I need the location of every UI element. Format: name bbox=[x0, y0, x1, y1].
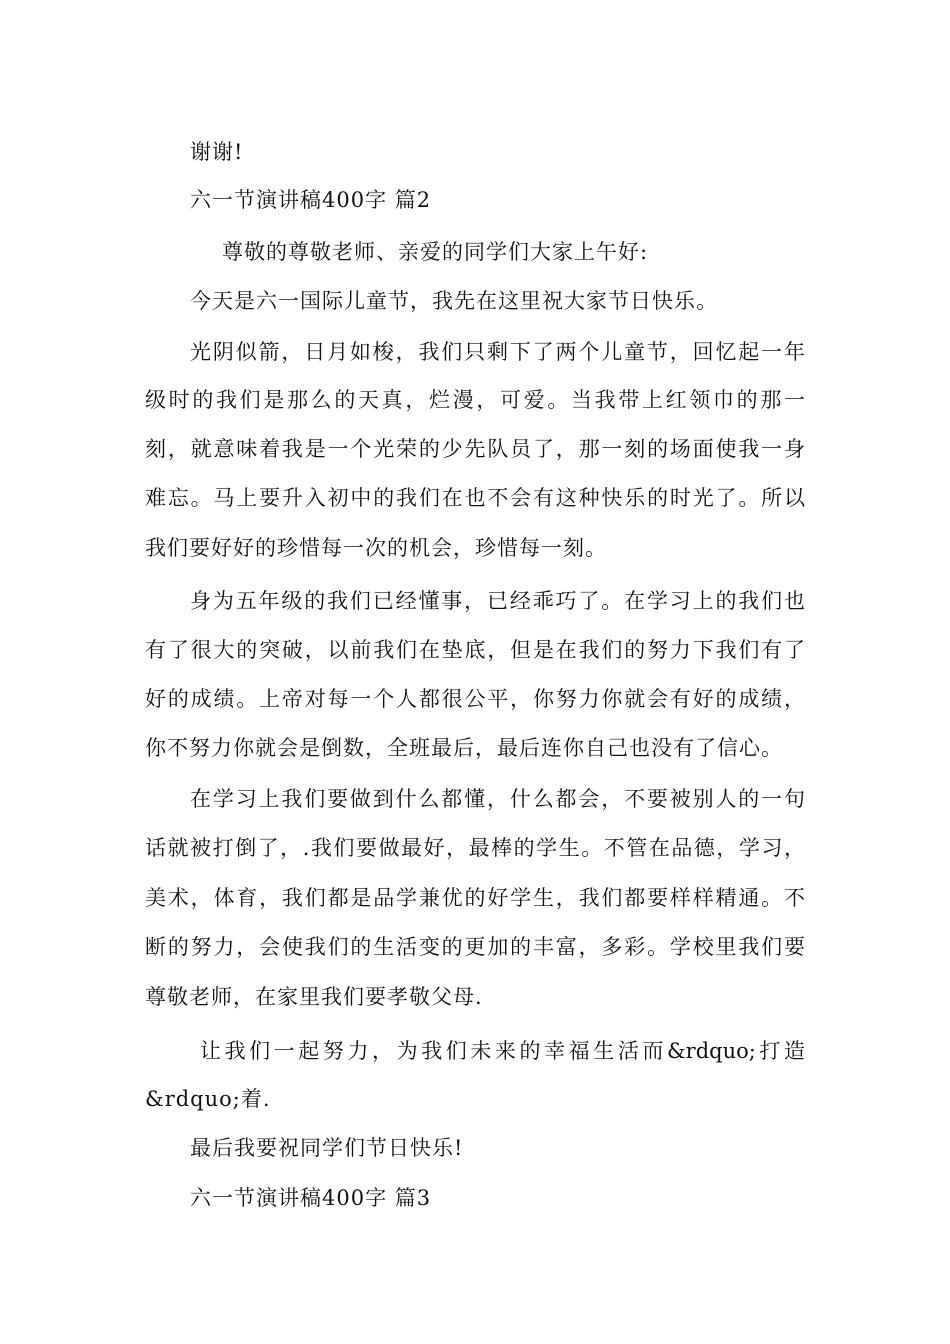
paragraph-line: 有了很大的突破，以前我们在垫底，但是在我们的努力下我们有了 bbox=[145, 638, 805, 662]
paragraph-line: 光阴似箭，日月如梭，我们只剩下了两个儿童节，回忆起一年 bbox=[190, 340, 805, 364]
paragraph-line: 话就被打倒了，.我们要做最好，最棒的学生。不管在品德，学习， bbox=[145, 836, 805, 860]
section-heading-2: 六一节演讲稿400字 篇2 bbox=[190, 188, 432, 212]
paragraph-line: 好的成绩。上帝对每一个人都很公平，你努力你就会有好的成绩， bbox=[145, 687, 805, 711]
paragraph-line: 在学习上我们要做到什么都懂，什么都会，不要被别人的一句 bbox=[190, 787, 805, 811]
paragraph-line: 身为五年级的我们已经懂事，已经乖巧了。在学习上的我们也 bbox=[190, 589, 805, 613]
paragraph-line: 让我们一起努力，为我们未来的幸福生活而&rdquo;打造 bbox=[200, 1039, 805, 1063]
paragraph-line: 刻，就意味着我是一个光荣的少先队员了，那一刻的场面使我一身 bbox=[145, 437, 805, 461]
paragraph-line: 你不努力你就会是倒数，全班最后，最后连你自己也没有了信心。 bbox=[145, 736, 783, 760]
paragraph-line: 美术，体育，我们都是品学兼优的好学生，我们都要样样精通。不 bbox=[145, 886, 805, 910]
paragraph-line: 级时的我们是那么的天真，烂漫，可爱。当我带上红领巾的那一 bbox=[145, 388, 805, 412]
greeting-line: 尊敬的尊敬老师、亲爱的同学们大家上午好: bbox=[222, 240, 649, 264]
paragraph-line: 我们要好好的珍惜每一次的机会，珍惜每一刻。 bbox=[145, 536, 607, 560]
paragraph-line: 今天是六一国际儿童节，我先在这里祝大家节日快乐。 bbox=[190, 289, 718, 313]
paragraph-line: &rdquo;着. bbox=[145, 1087, 271, 1111]
section-heading-3: 六一节演讲稿400字 篇3 bbox=[190, 1186, 432, 1210]
closing-thanks: 谢谢! bbox=[190, 140, 244, 164]
paragraph-line: 难忘。马上要升入初中的我们在也不会有这种快乐的时光了。所以 bbox=[145, 486, 805, 510]
paragraph-line: 断的努力，会使我们的生活变的更加的丰富，多彩。学校里我们要 bbox=[145, 935, 805, 959]
closing-wish: 最后我要祝同学们节日快乐! bbox=[190, 1136, 464, 1160]
paragraph-line: 尊敬老师，在家里我们要孝敬父母. bbox=[145, 985, 483, 1009]
